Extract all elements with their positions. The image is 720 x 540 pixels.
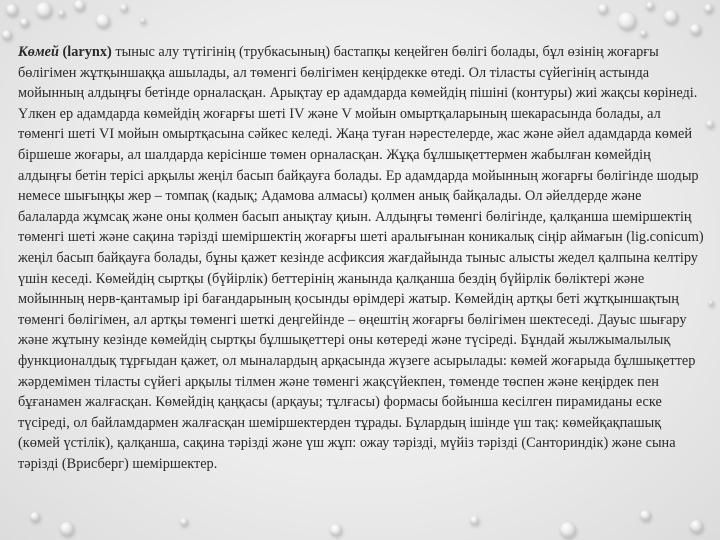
water-drop-decoration — [74, 0, 85, 11]
water-drop-decoration — [30, 512, 40, 522]
water-drop-decoration — [120, 4, 128, 12]
water-drop-decoration — [140, 18, 146, 24]
water-drop-decoration — [58, 10, 65, 17]
water-drop-decoration — [36, 2, 52, 18]
water-drop-decoration — [180, 518, 188, 526]
water-drop-decoration — [664, 10, 678, 24]
body-text: тыныс алу түтігінің (трубкасының) бастапқы кеңейген бөлігі болады, бұл өзінің жоғарғы бөлігімен жұтқыншаққа ашылады, ал төменгі бөлігімен кеңірдекке өтеді. Ол тіласты сүйегінің астында мойынның алдыңғы бетінде орналасқан. Арықтау ер адамдарда көмейдің пішіні (контуры) жиі жақсы көрінеді. Үлкен ер адамдарда көмейдің жоғарғы шеті IV және V мойын омыртқаларының шекарасында болады, ал төменгі шеті VI мойын омыртқасына сәйкес келеді. Жаңа туған нәрестелерде, жас және әйел адамдарда көмей біршеше жоғары, ал шалдарда керісінше төмен орналасқан. Жұқа бұлшықеттермен жабылған көмейдің алдыңғы бетін терісі арқылы жеңіл басып байқауға болады. Ер адамдарда мойынның жоғарғы бөлігінде шодыр немесе шығыңқы жер – томпақ (кадық; Адамова алмасы) қолмен анық байқалады. Ол әйелдерде және балаларда жұмсақ және оны қолмен басып анықтау қиын. Алдыңғы төменгі бөлігінде, қалқанша шеміршектің төменгі шеті және сақина тәрізді шеміршектің жоғарғы шеті аралығынан коникалық сіңір аймағын (lig.conicum) жеңіл басып байқауға болады, бұны қажет кезінде асфиксия жағдайында тыныс алысты жедел қалпына келтіру үшін кеседі. Көмейдің сыртқы (бүйірлік) беттерінің жанында қалқанша бездің бүйірлік бөліктері және мойынның нерв-қантамыр ірі бағандарының қосынды өрімдері жатыр. Көмейдің артқы беті жұтқыншақтың төменгі бөлігімен, ал артқы төменгі шеткі деңгейінде – өңештің жоғарғы бөлігімен шектеседі. Дауыс шығару және жұтыну кезінде көмейдің сыртқы бұлшықеттері оны көтереді және түсіреді. Бұндай жылжымалылық функционалдық тұрғыдан қажет, ол мыналардың арқасында жүзеге асырылады: көмей жоғарыда бұлшықеттер жәрдемімен тіласты сүйегі арқылы тілмен және төменгі жақсүйекпен, төменде төспен және кеңірдек пен бұғанамен жалғасқан. Көмейдің қаңқасы (арқауы; тұлғасы) формасы бойынша кесілген пирамиданы еске түсіреді, ол байламдармен жалғасқан шеміршектерден тұрады. Бұлардың ішінде үш тақ: көмейқақпашық (көмей үстілік), қалқанша, сақина тәрізді және үш жұп: ожау тәрізді, мүйіз тәрізді (Санториндік) және сына тәрізді (Врисберг) шеміршектер. — [18, 44, 704, 472]
water-drop-decoration — [560, 522, 576, 538]
water-drop-decoration — [704, 4, 713, 13]
water-drop-decoration — [2, 30, 12, 40]
water-drop-decoration — [690, 520, 703, 533]
water-drop-decoration — [690, 24, 701, 35]
water-drop-decoration — [470, 516, 479, 525]
water-drop-decoration — [96, 14, 110, 28]
term-word: Көмей — [18, 44, 59, 60]
water-drop-decoration — [640, 510, 651, 521]
water-drop-decoration — [598, 4, 608, 14]
water-drop-decoration — [640, 30, 647, 37]
water-drop-decoration — [6, 4, 18, 16]
term-latin: (larynx) — [62, 44, 112, 60]
water-drop-decoration — [646, 2, 654, 10]
body-paragraph — [18, 42, 704, 474]
water-drop-decoration — [706, 120, 714, 128]
water-drop-decoration — [20, 18, 29, 27]
water-drop-decoration — [618, 12, 636, 30]
water-drop-decoration — [60, 522, 74, 536]
water-drop-decoration — [330, 524, 342, 536]
water-drop-decoration — [708, 300, 714, 306]
